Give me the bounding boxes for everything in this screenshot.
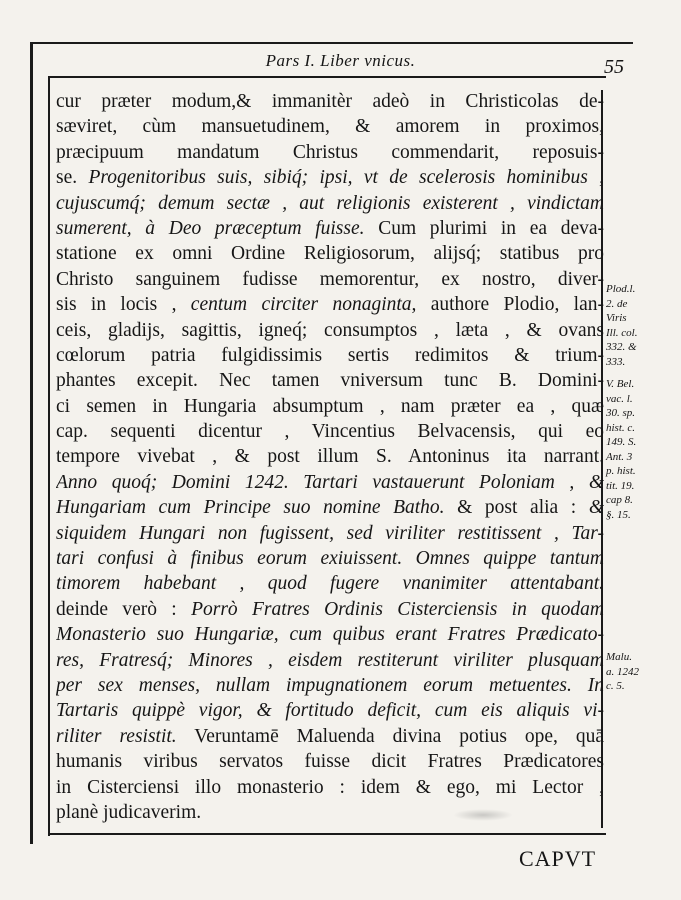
margin-note-line: c. 5. — [606, 680, 625, 692]
text-line — [56, 444, 604, 469]
text-line — [56, 394, 604, 419]
margin-note-line: Viris — [606, 312, 627, 324]
running-head: Pars I. Liber vnicus. — [265, 51, 416, 70]
text-line — [56, 267, 604, 292]
margin-note-line: §. 15. — [606, 508, 631, 521]
roman-segment: ceis, gladijs, sagittis, igneq́; consumptos , læta , & ovans — [56, 319, 604, 341]
roman-segment: Christo sanguinem fudisse memorentur, ex nostro, diver- — [56, 268, 604, 290]
roman-segment: & post alia : — [444, 497, 589, 519]
text-line — [56, 724, 604, 749]
margin-notes — [606, 282, 666, 706]
italic-segment: siquidem Hungari non fugissent, sed viriliter restitissent , Tar- — [56, 522, 604, 544]
italic-segment: & — [588, 497, 604, 519]
text-line — [56, 191, 604, 216]
margin-note-line: 2. de — [606, 297, 628, 310]
text-line — [56, 521, 604, 546]
italic-segment: Hungariam cum Principe suo nomine Batho. — [56, 497, 445, 519]
text-line — [56, 343, 604, 368]
text-line — [56, 368, 604, 393]
roman-segment: planè judicaverim. — [56, 801, 202, 823]
margin-note-line: Plod.l. — [606, 283, 636, 295]
text-line — [56, 292, 604, 317]
roman-segment: tempore vivebat , & post illum S. Antoninus ita narrant. — [56, 446, 604, 468]
italic-segment: res, Fratresq́; Minores , eisdem restiterunt viriliter plusquam — [56, 649, 604, 671]
margin-note-line: 149. S. — [606, 436, 637, 448]
text-line — [56, 546, 604, 571]
margin-note-line: p. hist. — [606, 465, 636, 477]
italic-segment: per sex menses, nullam impugnationem eorum metuentes. In — [56, 674, 604, 696]
text-line — [56, 698, 604, 723]
text-line — [56, 114, 604, 139]
italic-segment: sumerent, à Deo præceptum fuisse. — [56, 217, 365, 239]
text-line — [56, 470, 604, 495]
main-text — [56, 89, 604, 825]
roman-segment: Veruntamē Maluenda divina potius ope, quā — [176, 725, 604, 747]
bottom-rule — [48, 833, 606, 835]
italic-segment: centum circiter nonaginta, — [190, 294, 417, 316]
margin-note-line: V. Bel. — [606, 378, 635, 390]
roman-segment: sis in locis , — [56, 294, 191, 316]
margin-note-line: hist. c. — [606, 421, 636, 434]
ink-smudge — [453, 809, 513, 821]
page-number: 55 — [604, 56, 624, 78]
margin-note-line: 333. — [606, 355, 626, 368]
text-line — [56, 622, 604, 647]
roman-segment: ci semen in Hungaria absumptum , nam præter ea , quæ — [56, 395, 604, 417]
roman-segment: cap. sequenti dicentur , Vincentius Belvacensis, qui eo — [56, 421, 604, 443]
roman-segment: authore Plodio, lan- — [416, 294, 604, 316]
margin-note-line: a. 1242 — [606, 665, 639, 678]
margin-note — [606, 377, 666, 522]
roman-segment: cœlorum patria fulgidissimis sertis redimitos & trium- — [56, 344, 604, 366]
text-line — [56, 673, 604, 698]
margin-note-line: cap 8. — [606, 494, 633, 506]
italic-segment: tari confusi à finibus eorum exiuissent. Omnes quippe tantum — [56, 548, 604, 570]
italic-segment: Monasterio suo Hungariæ, cum quibus erant Fratres Prædicato- — [56, 624, 604, 646]
roman-segment: deinde verò : — [56, 598, 192, 620]
roman-segment: cur præter modum,& immanitèr adeò in Christicolas de- — [56, 91, 604, 112]
text-line — [56, 140, 604, 165]
roman-segment: humanis viribus servatos fuisse dicit Fratres Prædicatores — [56, 751, 604, 773]
margin-note-line: 30. sp. — [606, 407, 636, 419]
roman-segment: præcipuum mandatum Christus commendarit, reposuis- — [56, 141, 604, 163]
roman-segment: statione ex omni Ordine Religiosorum, alijsq́; statibus pro — [56, 243, 604, 265]
text-line — [56, 597, 604, 622]
text-line — [56, 800, 604, 825]
roman-segment: phantes excepit. Nec tamen vniversum tunc B. Domini- — [56, 370, 604, 392]
margin-note-line: Malu. — [606, 651, 632, 663]
text-line — [56, 775, 604, 800]
italic-segment: Progenitoribus suis, sibiq́; ipsi, vt de scelerosis hominibus , — [88, 167, 604, 189]
margin-note-line: Ill. col. — [606, 326, 638, 339]
top-border-rule — [30, 42, 630, 44]
text-line — [56, 571, 604, 596]
text-line — [56, 318, 604, 343]
inner-left-rule — [48, 76, 50, 836]
margin-note-line: tit. 19. — [606, 479, 635, 492]
text-line — [56, 241, 604, 266]
header-rule — [48, 76, 606, 78]
catchword: CAPVT — [519, 846, 597, 871]
margin-note-line: vac. l. — [606, 392, 633, 405]
margin-note — [606, 282, 666, 369]
margin-note-line: Ant. 3 — [606, 450, 633, 463]
italic-segment: cujuscumq́; demum sectæ , aut religionis existerent , vindictam — [56, 192, 604, 214]
italic-segment: Porrò Fratres Ordinis Cisterciensis in quodam — [191, 598, 604, 620]
italic-segment: timorem habebant , quod fugere vnanimiter attentabant. — [56, 573, 604, 595]
roman-segment: sæviret, cùm mansuetudinem, & amorem in proximos, — [56, 116, 604, 138]
italic-segment: Tartaris quippè vigor, & fortitudo deficit, cum eis aliquis vi- — [56, 700, 604, 722]
italic-segment: riliter resistit. — [56, 725, 177, 747]
text-line — [56, 419, 604, 444]
margin-note — [606, 650, 666, 694]
italic-segment: Anno quoq́; Domini 1242. Tartari vastauerunt Poloniam , & — [56, 471, 604, 493]
text-line — [56, 216, 604, 241]
text-line — [56, 495, 604, 520]
text-line — [56, 749, 604, 774]
roman-segment: se. — [56, 167, 89, 189]
roman-segment: Cum plurimi in ea deva- — [364, 217, 604, 239]
roman-segment: in Cisterciensi illo monasterio : idem & ego, mi Lector , — [56, 776, 604, 798]
text-line — [56, 89, 604, 114]
margin-note-line: 332. & — [606, 341, 637, 353]
text-line — [56, 165, 604, 190]
text-line — [56, 648, 604, 673]
